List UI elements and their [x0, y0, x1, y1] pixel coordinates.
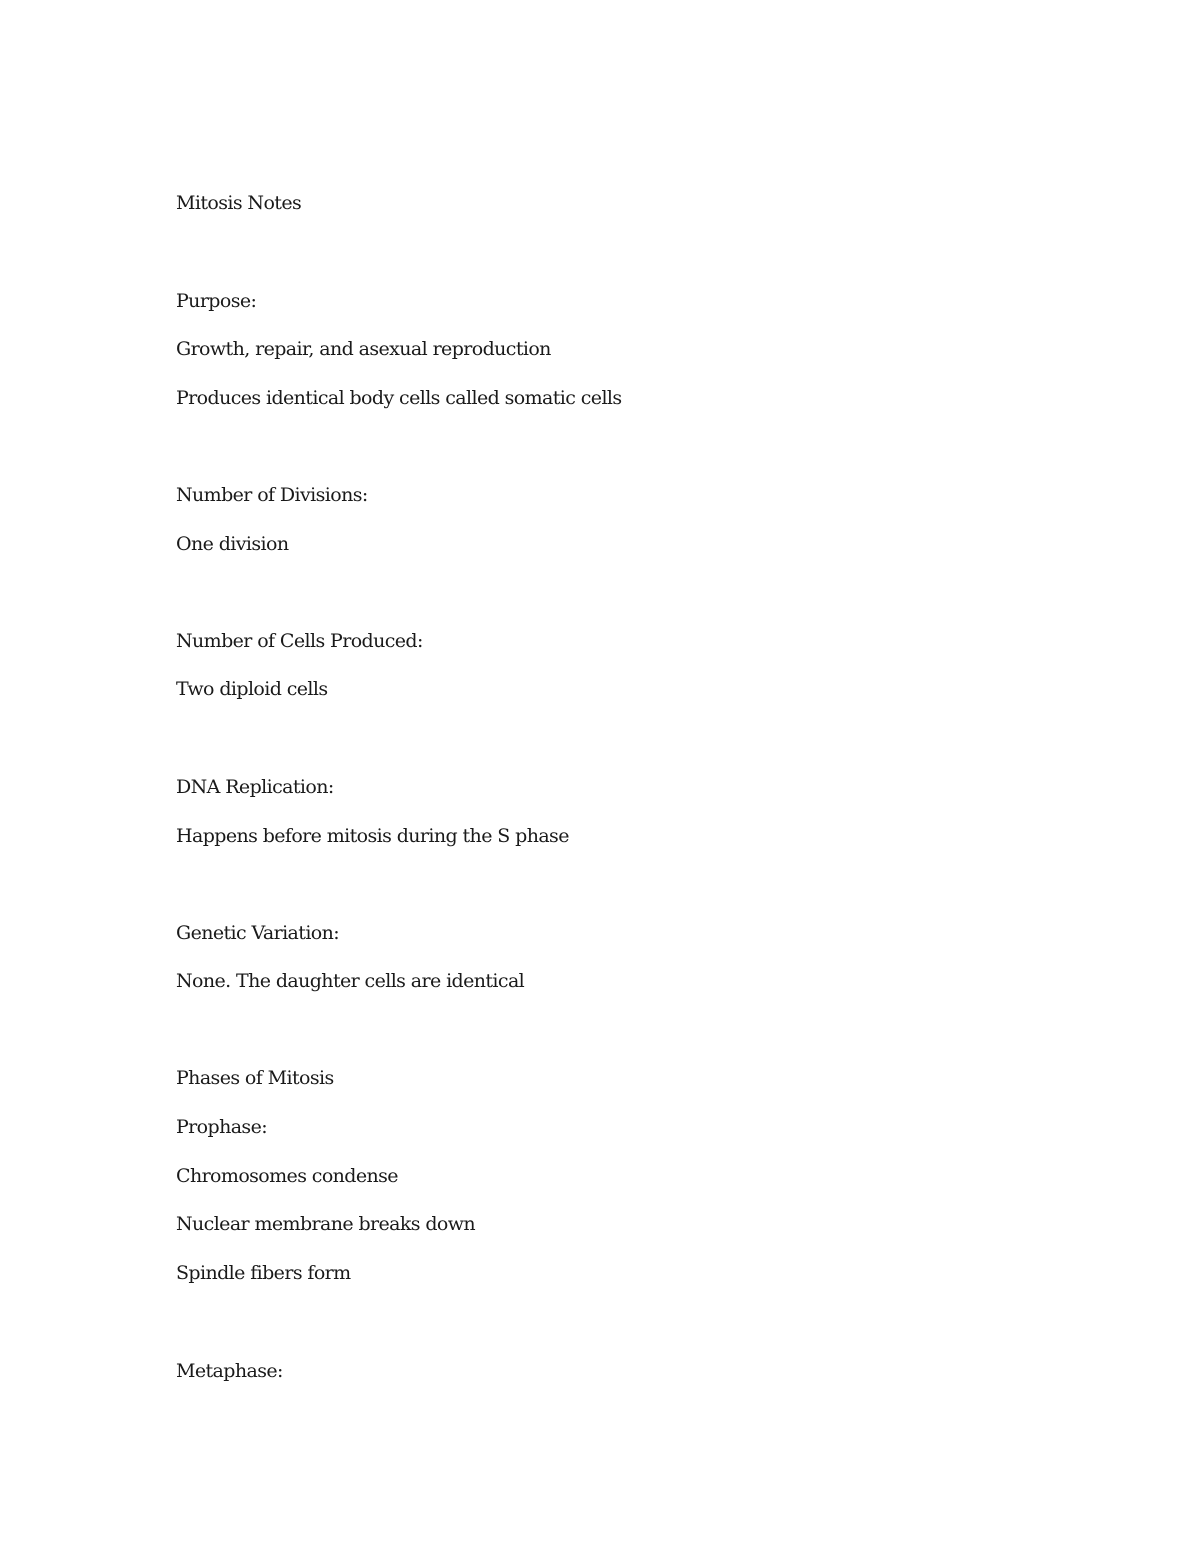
section-heading-genetic-variation: Genetic Variation: [176, 922, 340, 944]
section-heading-phases-of-mitosis: Phases of Mitosis [176, 1067, 334, 1089]
body-line: None. The daughter cells are identical [176, 970, 525, 992]
subheading-prophase: Prophase: [176, 1116, 268, 1138]
section-heading-dna-replication: DNA Replication: [176, 776, 334, 798]
section-heading-number-of-divisions: Number of Divisions: [176, 484, 368, 506]
document-title: Mitosis Notes [176, 192, 302, 214]
body-line: Nuclear membrane breaks down [176, 1213, 476, 1235]
section-heading-purpose: Purpose: [176, 290, 257, 312]
body-line: Two diploid cells [176, 678, 328, 700]
body-line: Growth, repair, and asexual reproduction [176, 338, 551, 360]
body-line: Happens before mitosis during the S phase [176, 825, 569, 847]
body-line: Produces identical body cells called somatic cells [176, 387, 622, 409]
section-heading-number-of-cells-produced: Number of Cells Produced: [176, 630, 423, 652]
body-line: One division [176, 533, 289, 555]
body-line: Spindle fibers form [176, 1262, 351, 1284]
subheading-metaphase: Metaphase: [176, 1360, 283, 1382]
body-line: Chromosomes condense [176, 1165, 398, 1187]
